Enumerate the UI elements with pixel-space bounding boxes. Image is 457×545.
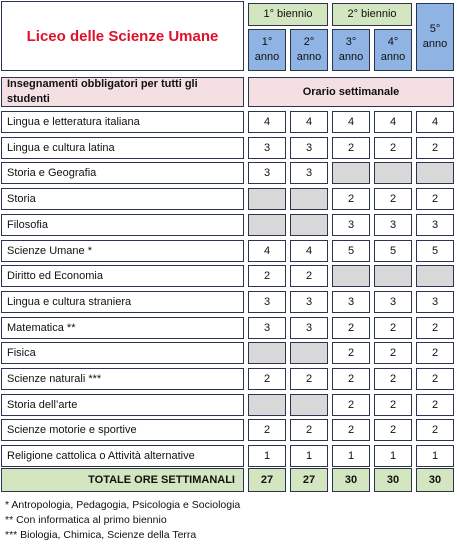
hours-header: Orario settimanale [248,77,454,107]
year-5-header [416,3,454,71]
hours-cell: 2 [290,419,328,441]
subject-name: Scienze Umane * [1,240,244,262]
hours-cell: 5 [332,240,370,262]
hours-cell: 2 [416,188,454,210]
hours-cell [332,162,370,184]
hours-cell: 4 [248,240,286,262]
school-title: Liceo delle Scienze Umane [1,1,244,71]
total-cell: 30 [374,468,412,492]
subject-name: Storia [1,188,244,210]
subject-name: Scienze motorie e sportive [1,419,244,441]
subjects-header: Insegnamenti obbligatori per tutti gli studenti [1,77,244,107]
hours-cell: 3 [290,162,328,184]
hours-cell: 2 [332,419,370,441]
hours-cell: 2 [332,137,370,159]
year-2-header [290,29,328,71]
year-2-label: anno [296,51,322,63]
hours-cell: 2 [332,368,370,390]
hours-cell: 3 [248,137,286,159]
year-3-number: 3° [345,36,357,48]
hours-cell: 3 [248,162,286,184]
hours-cell: 2 [374,188,412,210]
hours-cell: 2 [374,419,412,441]
year-3-label: anno [338,51,364,63]
hours-cell: 3 [248,291,286,313]
hours-cell: 1 [290,445,328,467]
hours-cell: 5 [416,240,454,262]
footnote-1: * Antropologia, Pedagogia, Psicologia e Sociologia [5,499,241,511]
year-3-header [332,29,370,71]
subject-name: Storia e Geografia [1,162,244,184]
hours-cell: 4 [290,240,328,262]
hours-cell: 2 [374,342,412,364]
subject-name: Lingua e letteratura italiana [1,111,244,133]
biennio-2-header: 2° biennio [332,3,412,26]
footnote-2: ** Con informatica al primo biennio [5,514,167,526]
year-5-number: 5° [429,23,441,35]
hours-cell: 3 [374,214,412,236]
hours-cell: 2 [416,394,454,416]
hours-cell: 3 [290,291,328,313]
hours-cell [248,214,286,236]
year-4-label: anno [380,51,406,63]
hours-cell: 2 [416,368,454,390]
hours-cell: 4 [374,111,412,133]
hours-cell: 2 [248,419,286,441]
hours-cell: 4 [416,111,454,133]
year-4-header [374,29,412,71]
hours-cell: 3 [416,291,454,313]
hours-cell: 2 [374,368,412,390]
subject-name: Fisica [1,342,244,364]
hours-cell: 1 [416,445,454,467]
total-cell: 30 [416,468,454,492]
total-cell: 27 [290,468,328,492]
hours-cell: 1 [332,445,370,467]
hours-cell [416,265,454,287]
hours-cell: 2 [332,188,370,210]
hours-cell: 2 [248,265,286,287]
hours-cell: 2 [332,394,370,416]
subject-name: Matematica ** [1,317,244,339]
hours-cell [290,394,328,416]
hours-cell [374,265,412,287]
hours-cell [416,162,454,184]
hours-cell: 5 [374,240,412,262]
hours-cell [248,188,286,210]
hours-cell [290,342,328,364]
hours-cell: 4 [248,111,286,133]
year-1-label: anno [254,51,280,63]
hours-cell: 2 [332,317,370,339]
hours-cell [374,162,412,184]
hours-cell [290,214,328,236]
hours-cell: 2 [416,419,454,441]
hours-cell: 2 [416,342,454,364]
hours-cell: 3 [332,291,370,313]
year-1-header [248,29,286,71]
hours-cell: 2 [290,368,328,390]
hours-cell: 4 [290,111,328,133]
year-2-number: 2° [303,36,315,48]
subject-name: Lingua e cultura latina [1,137,244,159]
year-5-label: anno [422,38,448,50]
hours-cell: 3 [290,317,328,339]
hours-cell: 3 [290,137,328,159]
footnote-3: *** Biologia, Chimica, Scienze della Terra [5,529,197,541]
hours-cell: 1 [248,445,286,467]
subject-name: Storia dell’arte [1,394,244,416]
total-label: TOTALE ORE SETTIMANALI [1,468,244,492]
hours-cell: 2 [374,317,412,339]
subject-name: Filosofia [1,214,244,236]
subject-name: Scienze naturali *** [1,368,244,390]
total-cell: 27 [248,468,286,492]
biennio-1-header: 1° biennio [248,3,328,26]
hours-cell: 1 [374,445,412,467]
subject-name: Diritto ed Economia [1,265,244,287]
hours-cell: 3 [248,317,286,339]
hours-cell: 2 [374,394,412,416]
hours-cell: 4 [332,111,370,133]
hours-cell: 2 [416,137,454,159]
hours-cell [290,188,328,210]
total-cell: 30 [332,468,370,492]
hours-cell [332,265,370,287]
hours-cell: 2 [416,317,454,339]
hours-cell: 2 [332,342,370,364]
year-4-number: 4° [387,36,399,48]
hours-cell [248,342,286,364]
subject-name: Lingua e cultura straniera [1,291,244,313]
hours-cell: 3 [416,214,454,236]
hours-cell [248,394,286,416]
hours-cell: 3 [374,291,412,313]
hours-cell: 3 [332,214,370,236]
year-1-number: 1° [261,36,273,48]
hours-cell: 2 [374,137,412,159]
hours-cell: 2 [248,368,286,390]
subject-name: Religione cattolica o Attività alternative [1,445,244,467]
hours-cell: 2 [290,265,328,287]
